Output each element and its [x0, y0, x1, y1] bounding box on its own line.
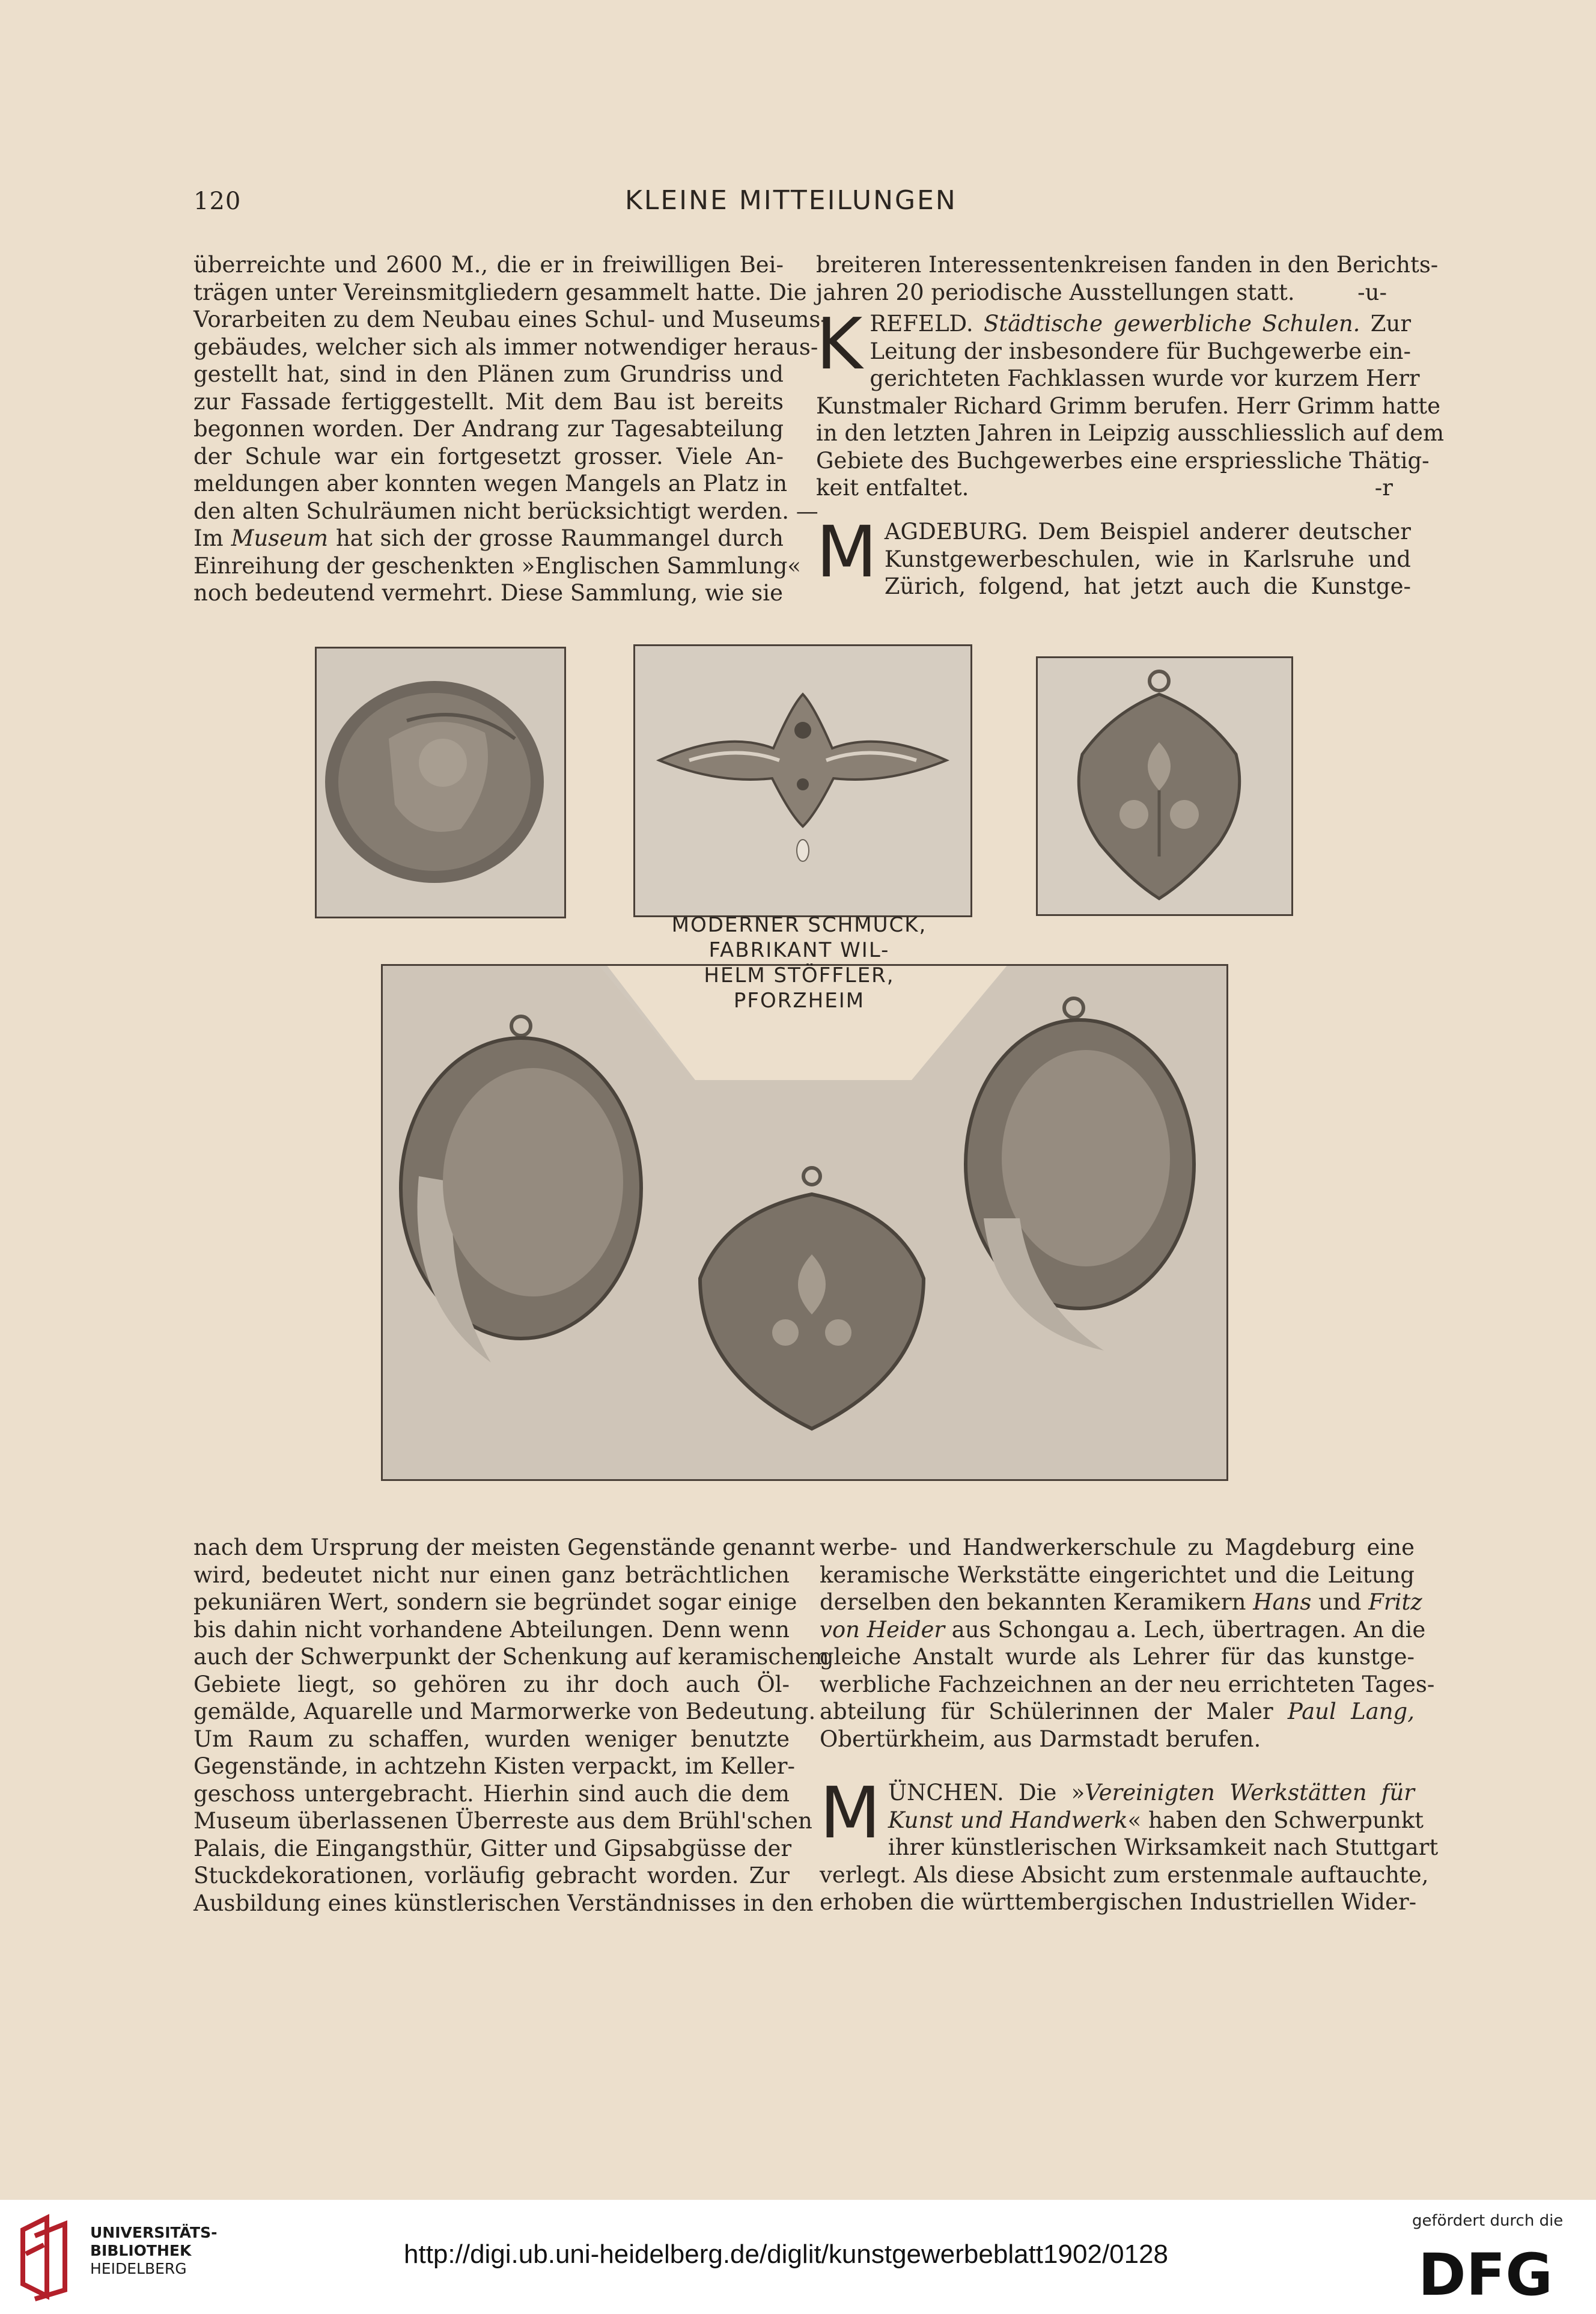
caption-line: FABRIKANT WIL-: [708, 938, 890, 962]
author-mark: -r: [1374, 475, 1393, 501]
right-column-bottom: [820, 1534, 1435, 1753]
dfg-logo-icon: [1418, 2242, 1574, 2302]
pendant-small-illustration: [1038, 658, 1291, 914]
lockets-illustration: [383, 966, 1226, 1479]
text-line: bis dahin nicht vorhandene Abteilungen. Denn wenn: [193, 1616, 790, 1643]
text-line: geschoss untergebracht. Hierhin sind auch die dem: [193, 1780, 790, 1807]
text-line: verlegt. Als diese Absicht zum erstenmale auftauchte,: [820, 1861, 1429, 1888]
page-number: 120: [193, 188, 242, 215]
text-line: Museum überlassenen Überreste aus dem Brühl'schen: [193, 1808, 812, 1834]
text-run: Im: [193, 525, 231, 551]
text-line: keramische Werkstätte eingerichtet und die Leitung: [820, 1561, 1415, 1588]
text-line: pekuniären Wert, sondern sie begründet sogar einige: [193, 1589, 797, 1615]
text-run: abteilung für Schülerinnen der Maler: [820, 1699, 1288, 1724]
italic-name: Paul Lang,: [1287, 1699, 1415, 1724]
text-line: Gegenstände, in achtzehn Kisten verpackt, im Keller-: [193, 1753, 795, 1779]
text-line: [193, 525, 784, 552]
text-line: begonnen worden. Der Andrang zur Tagesabteilung: [193, 416, 784, 442]
text-run: jahren 20 periodische Ausstellungen statt.: [816, 279, 1295, 305]
section-heading: REFELD.: [870, 311, 973, 337]
jewelry-photo-pendant-small: [1036, 656, 1293, 916]
section-heading: ÜNCHEN. Die »: [888, 1780, 1085, 1806]
italic-term: Museum: [231, 525, 329, 551]
text-line: erhoben die württembergischen Industriellen Wider-: [820, 1889, 1417, 1915]
text-line: Kunstmaler Richard Grimm berufen. Herr Grimm hatte: [816, 392, 1440, 419]
krefeld-text: [816, 302, 1420, 392]
text-line: Vorarbeiten zu dem Neubau eines Schul- und Museums-: [193, 307, 828, 332]
text-line: [820, 1698, 1415, 1726]
ub-logo-icon: [17, 2212, 83, 2302]
krefeld-section: [816, 302, 1445, 502]
text-line: ihrer künstlerischen Wirksamkeit nach Stuttgart: [888, 1834, 1439, 1860]
magdeburg-text: [816, 510, 1411, 600]
text-line: Kunstgewerbeschulen, wie in Karlsruhe und: [884, 546, 1411, 572]
text-line: AGDEBURG. Dem Beispiel anderer deutscher: [884, 519, 1411, 545]
italic-title: Städtische gewerbliche Schulen.: [983, 311, 1360, 337]
text-line: überreichte und 2600 M., die er in freiwilligen Bei-: [193, 252, 784, 278]
italic-name: Hans: [1253, 1589, 1312, 1615]
muenchen-section: [820, 1771, 1439, 1916]
text-line: Stuckdekorationen, vorläufig gebracht worden. Zur: [193, 1863, 790, 1888]
text-line: gleiche Anstalt wurde als Lehrer für das kunstge-: [820, 1644, 1415, 1670]
muenchen-text-cont: [820, 1861, 1429, 1916]
caption-line: MODERNER SCHMUCK,: [671, 913, 927, 937]
jewelry-photo-brooch-bar: [633, 644, 972, 917]
text-run: und: [1311, 1589, 1369, 1615]
krefeld-text-cont: [816, 392, 1445, 502]
text-line: zur Fassade fertiggestellt. Mit dem Bau ist bereits: [193, 388, 784, 415]
text-line: Gebiete liegt, so gehören zu ihr doch auch Öl-: [193, 1671, 790, 1697]
dfg-logo-text: DFG: [1418, 2242, 1553, 2302]
figure-caption: [667, 912, 931, 1013]
text-line: Obertürkheim, aus Darmstadt berufen.: [820, 1726, 1261, 1752]
text-line: [816, 310, 1411, 338]
text-line: den alten Schulräumen nicht berücksichtigt werden. —: [193, 498, 818, 524]
italic-title: Kunst und Handwerk: [888, 1807, 1128, 1833]
library-line: BIBLIOTHEK: [90, 2242, 192, 2259]
text-line: werbe- und Handwerkerschule zu Magdeburg eine: [820, 1534, 1415, 1560]
jewelry-photo-group-lockets: [381, 964, 1228, 1481]
dropcap: M: [816, 510, 877, 593]
text-line: [820, 1616, 1426, 1644]
text-line: werbliche Fachzeichnen an der neu errichteten Tages-: [820, 1671, 1435, 1697]
library-name: [90, 2224, 217, 2278]
text-line: [816, 279, 1411, 307]
round-brooch-illustration: [317, 649, 564, 917]
text-line: auch der Schwerpunkt der Schenkung auf keramischem: [193, 1644, 829, 1670]
text-line: meldungen aber konnten wegen Mangels an Platz in: [193, 471, 788, 496]
text-line: [816, 474, 1411, 502]
text-line: in den letzten Jahren in Leipzig ausschliesslich auf dem: [816, 420, 1445, 446]
dropcap: K: [816, 302, 863, 385]
italic-name: von Heider: [820, 1616, 945, 1643]
text-line: [820, 1589, 1422, 1616]
brooch-bar-illustration: [635, 646, 970, 915]
text-line: Zürich, folgend, hat jetzt auch die Kunstge-: [884, 573, 1411, 599]
muenchen-text: [820, 1771, 1439, 1861]
left-column-top: [193, 251, 828, 607]
author-mark: -u-: [1357, 279, 1387, 305]
funding-label: gefördert durch die: [1412, 2212, 1564, 2230]
text-line: trägen unter Vereinsmitgliedern gesammelt hatte. Die: [193, 279, 807, 305]
text-run: hat sich der grosse Raummangel durch: [328, 525, 784, 551]
text-line: gestellt hat, sind in den Plänen zum Grundriss und: [193, 361, 784, 387]
text-line: Ausbildung eines künstlerischen Verständnisses in den: [193, 1890, 814, 1916]
library-line: UNIVERSITÄTS-: [90, 2224, 218, 2241]
text-line: gemälde, Aquarelle und Marmorwerke von Bedeutung.: [193, 1699, 816, 1724]
text-line: nach dem Ursprung der meisten Gegenstände genannt: [193, 1534, 815, 1560]
left-column-bottom: [193, 1534, 829, 1917]
text-line: [820, 1807, 1424, 1834]
text-line: [820, 1779, 1415, 1807]
text-run: keit entfaltet.: [816, 475, 969, 501]
caption-line: HELM STÖFFLER,: [704, 963, 895, 988]
text-line: Leitung der insbesondere für Buchgewerbe ein-: [870, 338, 1411, 364]
text-line: gebäudes, welcher sich als immer notwendiger heraus-: [193, 334, 818, 360]
magdeburg-section: [816, 510, 1411, 600]
text-line: der Schule war ein fortgesetzt grosser. Viele An-: [193, 443, 784, 469]
right-column-top: [816, 251, 1439, 306]
dropcap: M: [820, 1771, 881, 1854]
italic-name: Fritz: [1368, 1589, 1422, 1615]
text-line: noch bedeutend vermehrt. Diese Sammlung, wie sie: [193, 580, 784, 606]
university-library-logo: [17, 2212, 83, 2304]
jewelry-photo-round-brooch: [315, 647, 566, 918]
text-run: Zur: [1370, 311, 1412, 337]
text-line: Gebiete des Buchgewerbes eine erspriessliche Thätig-: [816, 447, 1430, 474]
running-head: KLEINE MITTEILUNGEN: [625, 185, 957, 216]
library-line: HEIDELBERG: [90, 2260, 187, 2277]
italic-title: Vereinigten Werkstätten für: [1085, 1780, 1415, 1806]
text-run: derselben den bekannten Keramikern: [820, 1589, 1253, 1615]
dfg-logo: [1418, 2242, 1574, 2304]
text-run: aus Schongau a. Lech, übertragen. An die: [945, 1616, 1426, 1643]
text-line: Palais, die Eingangsthür, Gitter und Gipsabgüsse der: [193, 1835, 792, 1861]
source-url-link[interactable]: http://digi.ub.uni-heidelberg.de/diglit/kunstgewerbeblatt1902/0128: [404, 2239, 1169, 2269]
text-line: breiteren Interessentenkreisen fanden in den Berichts-: [816, 252, 1439, 278]
text-line: gerichteten Fachklassen wurde vor kurzem Herr: [870, 365, 1420, 391]
text-run: « haben den Schwerpunkt: [1127, 1807, 1424, 1833]
caption-line: PFORZHEIM: [733, 989, 865, 1013]
text-line: wird, bedeutet nicht nur einen ganz beträchtlichen: [193, 1561, 790, 1588]
text-line: Um Raum zu schaffen, wurden weniger benutzte: [193, 1726, 790, 1752]
text-line: Einreihung der geschenkten »Englischen Sammlung«: [193, 552, 801, 579]
